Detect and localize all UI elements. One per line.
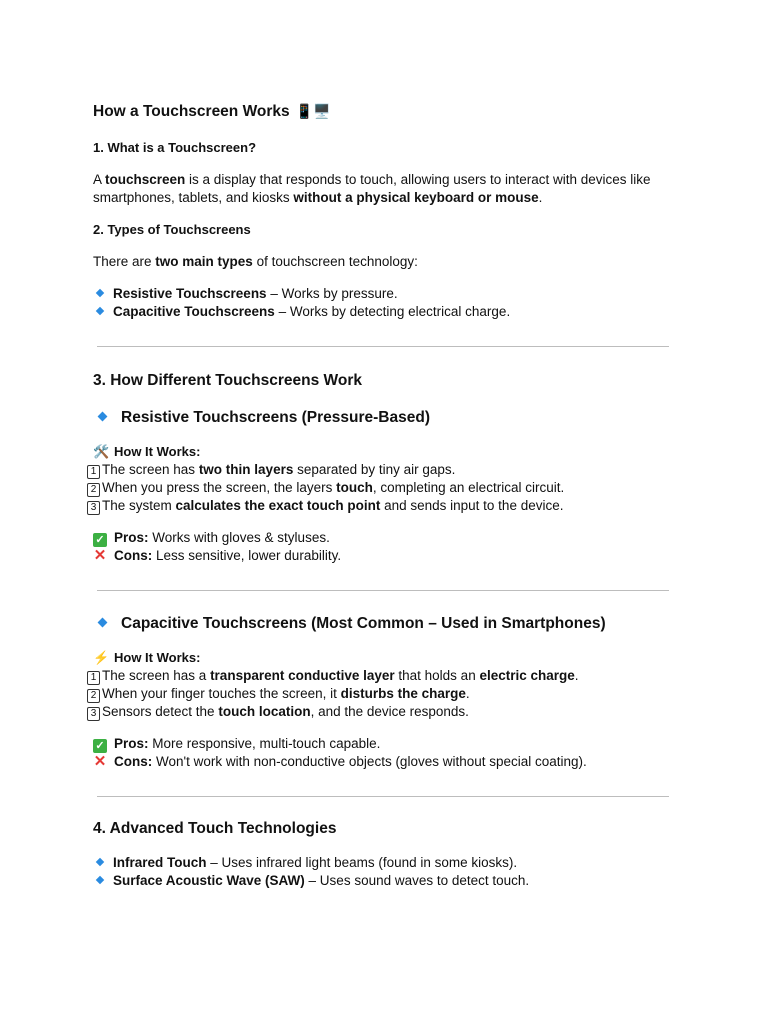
capacitive-heading: Capacitive Touchscreens (Most Common – Used in Smartphones) bbox=[99, 615, 606, 633]
divider bbox=[97, 590, 669, 591]
capacitive-how-label: ⚡ How It Works: bbox=[93, 650, 201, 665]
section-1-paragraph: A touchscreen is a display that responds to touch, allowing users to interact with devices like smartphones, tablets, and kiosks without a physical keyboard or mouse. bbox=[93, 172, 651, 205]
list-item: Infrared Touch – Uses infrared light beams (found in some kiosks). bbox=[97, 854, 529, 872]
cross-mark-icon: ✕ bbox=[93, 753, 107, 770]
resistive-cons: ✕ Cons: Less sensitive, lower durability. bbox=[93, 547, 342, 564]
section-4-heading: 4. Advanced Touch Technologies bbox=[93, 820, 337, 837]
diamond-bullet-icon bbox=[98, 618, 108, 628]
resistive-steps bbox=[87, 461, 564, 515]
resistive-pros: ✓ Pros: Works with gloves & styluses. bbox=[93, 529, 330, 547]
number-3-icon: 3 bbox=[87, 707, 100, 721]
advanced-tech-list bbox=[97, 854, 529, 890]
list-item: Surface Acoustic Wave (SAW) – Uses sound waves to detect touch. bbox=[97, 872, 529, 890]
page-title: How a Touchscreen Works 📱🖥️ bbox=[93, 103, 331, 120]
section-1-heading: 1. What is a Touchscreen? bbox=[93, 140, 257, 155]
number-1-icon: 1 bbox=[87, 465, 100, 479]
section-2-heading: 2. Types of Touchscreens bbox=[93, 222, 251, 237]
diamond-bullet-icon bbox=[96, 289, 104, 297]
resistive-heading: Resistive Touchscreens (Pressure-Based) bbox=[99, 409, 430, 427]
number-1-icon: 1 bbox=[87, 671, 100, 685]
list-item: Capacitive Touchscreens – Works by detecting electrical charge. bbox=[97, 303, 510, 321]
capacitive-steps bbox=[87, 667, 579, 721]
tools-icon: 🛠️ bbox=[93, 444, 110, 459]
diamond-bullet-icon bbox=[96, 307, 104, 315]
step-item: 1 The screen has a transparent conductive layer that holds an electric charge. bbox=[87, 667, 579, 685]
check-mark-icon: ✓ bbox=[93, 739, 107, 753]
divider bbox=[97, 346, 669, 347]
number-2-icon: 2 bbox=[87, 689, 100, 703]
step-item: 3 The system calculates the exact touch point and sends input to the device. bbox=[87, 497, 564, 515]
lightning-icon: ⚡ bbox=[93, 650, 110, 665]
capacitive-pros: ✓ Pros: More responsive, multi-touch capable. bbox=[93, 735, 380, 753]
check-mark-icon: ✓ bbox=[93, 533, 107, 547]
divider bbox=[97, 796, 669, 797]
step-item: 1 The screen has two thin layers separated by tiny air gaps. bbox=[87, 461, 564, 479]
diamond-bullet-icon bbox=[98, 412, 108, 422]
section-3-heading: 3. How Different Touchscreens Work bbox=[93, 372, 363, 389]
number-3-icon: 3 bbox=[87, 501, 100, 515]
step-item: 2 When you press the screen, the layers touch, completing an electrical circuit. bbox=[87, 479, 564, 497]
diamond-bullet-icon bbox=[96, 876, 104, 884]
step-item: 2 When your finger touches the screen, it disturbs the charge. bbox=[87, 685, 579, 703]
step-item: 3 Sensors detect the touch location, and the device responds. bbox=[87, 703, 579, 721]
list-item: Resistive Touchscreens – Works by pressure. bbox=[97, 285, 510, 303]
resistive-how-label: 🛠️ How It Works: bbox=[93, 444, 201, 459]
diamond-bullet-icon bbox=[96, 858, 104, 866]
section-2-paragraph: There are two main types of touchscreen technology: bbox=[93, 254, 418, 269]
number-2-icon: 2 bbox=[87, 483, 100, 497]
phone-computer-icon: 📱🖥️ bbox=[295, 103, 331, 119]
cross-mark-icon: ✕ bbox=[93, 547, 107, 564]
capacitive-cons: ✕ Cons: Won't work with non-conductive objects (gloves without special coating). bbox=[93, 753, 587, 770]
touchscreen-types-list bbox=[97, 285, 510, 321]
